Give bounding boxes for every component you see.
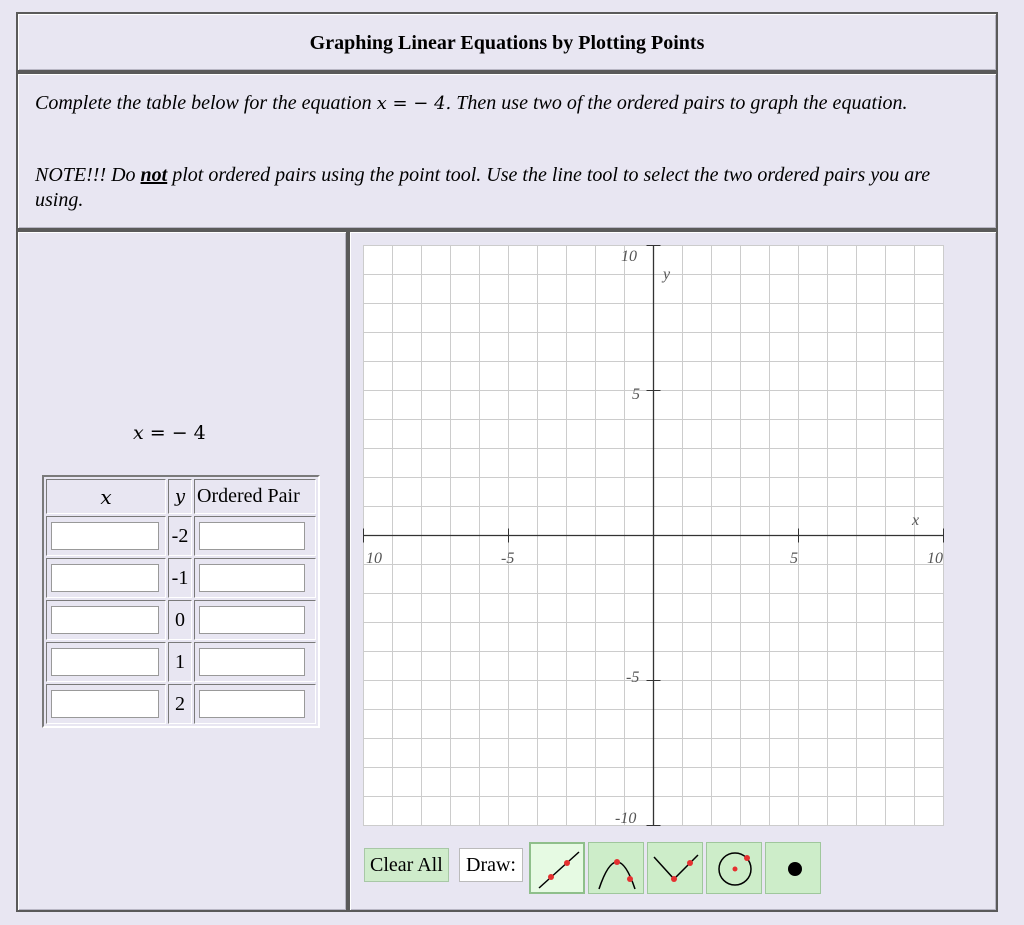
y-value: 1 bbox=[168, 642, 192, 682]
ordered-pair-input[interactable] bbox=[199, 648, 305, 676]
page-title: Graphing Linear Equations by Plotting Points bbox=[309, 32, 705, 54]
line-tool-icon bbox=[531, 844, 587, 896]
x-input[interactable] bbox=[51, 690, 159, 718]
header-y: y bbox=[168, 479, 192, 514]
y-value: 2 bbox=[168, 684, 192, 724]
ordered-pair-cell bbox=[194, 600, 316, 640]
ordered-pair-cell bbox=[194, 558, 316, 598]
x-axis-label: x bbox=[912, 512, 920, 529]
line-tool-button[interactable] bbox=[529, 842, 585, 894]
ordered-pair-cell bbox=[194, 684, 316, 724]
y-value: -1 bbox=[168, 558, 192, 598]
note-part: NOTE!!! Do bbox=[35, 164, 136, 186]
instructions-panel bbox=[16, 72, 998, 230]
ordered-pair-input[interactable] bbox=[199, 690, 305, 718]
ordered-pair-input[interactable] bbox=[199, 522, 305, 550]
header-x: x bbox=[46, 479, 166, 514]
header-ordered-pair: Ordered Pair bbox=[194, 479, 316, 514]
instructions-part: Complete the table below for the equation bbox=[35, 92, 372, 114]
y-tick-label: -10 bbox=[615, 810, 637, 826]
instructions-text bbox=[35, 91, 982, 116]
note-text bbox=[35, 163, 982, 213]
circle-tool-icon bbox=[707, 843, 763, 895]
x-cell bbox=[46, 684, 166, 724]
equation-label bbox=[133, 422, 206, 444]
x-tick-label: 10 bbox=[927, 550, 943, 567]
x-tick-label: 10 bbox=[366, 550, 382, 567]
table-row bbox=[46, 558, 316, 598]
table-row bbox=[46, 600, 316, 640]
graph-canvas[interactable] bbox=[363, 245, 944, 826]
graph-svg[interactable] bbox=[363, 245, 944, 826]
x-input[interactable] bbox=[51, 522, 159, 550]
y-tick-label: 5 bbox=[632, 386, 640, 403]
ordered-pair-cell bbox=[194, 516, 316, 556]
x-cell bbox=[46, 558, 166, 598]
x-tick-label: -5 bbox=[501, 550, 515, 567]
ordered-pair-input[interactable] bbox=[199, 606, 305, 634]
note-part: plot ordered pairs using the point tool. Use the line tool to select the two ordered pairs you are using. bbox=[35, 164, 931, 211]
table-row bbox=[46, 516, 316, 556]
x-tick-label: 5 bbox=[790, 550, 798, 567]
x-input[interactable] bbox=[51, 606, 159, 634]
circle-tool-button[interactable] bbox=[706, 842, 762, 894]
title-panel bbox=[16, 12, 998, 72]
table-row bbox=[46, 684, 316, 724]
x-input[interactable] bbox=[51, 648, 159, 676]
y-tick-label: -5 bbox=[626, 669, 640, 686]
x-cell bbox=[46, 600, 166, 640]
parabola-tool-button[interactable] bbox=[588, 842, 644, 894]
point-tool-button[interactable] bbox=[765, 842, 821, 894]
clear-all-button[interactable]: Clear All bbox=[364, 848, 449, 882]
y-value: 0 bbox=[168, 600, 192, 640]
equation-rest: = − 4 bbox=[143, 422, 206, 444]
absolute-value-tool-button[interactable] bbox=[647, 842, 703, 894]
x-input[interactable] bbox=[51, 564, 159, 592]
y-axis-label: y bbox=[663, 266, 671, 283]
equation-var: x bbox=[133, 422, 144, 444]
ordered-pair-cell bbox=[194, 642, 316, 682]
x-cell bbox=[46, 516, 166, 556]
x-cell bbox=[46, 642, 166, 682]
ordered-pair-input[interactable] bbox=[199, 564, 305, 592]
values-table bbox=[42, 475, 320, 728]
table-row bbox=[46, 642, 316, 682]
parabola-tool-icon bbox=[589, 843, 645, 895]
point-tool-icon bbox=[766, 843, 822, 895]
table-header-row bbox=[46, 479, 316, 514]
y-value: -2 bbox=[168, 516, 192, 556]
draw-label: Draw: bbox=[459, 848, 523, 882]
note-emphasis: not bbox=[140, 164, 168, 186]
y-tick-label: 10 bbox=[621, 248, 637, 265]
absolute-value-tool-icon bbox=[648, 843, 704, 895]
instructions-equation: x = − 4. bbox=[376, 93, 452, 114]
instructions-part: Then use two of the ordered pairs to graph the equation. bbox=[456, 92, 908, 114]
